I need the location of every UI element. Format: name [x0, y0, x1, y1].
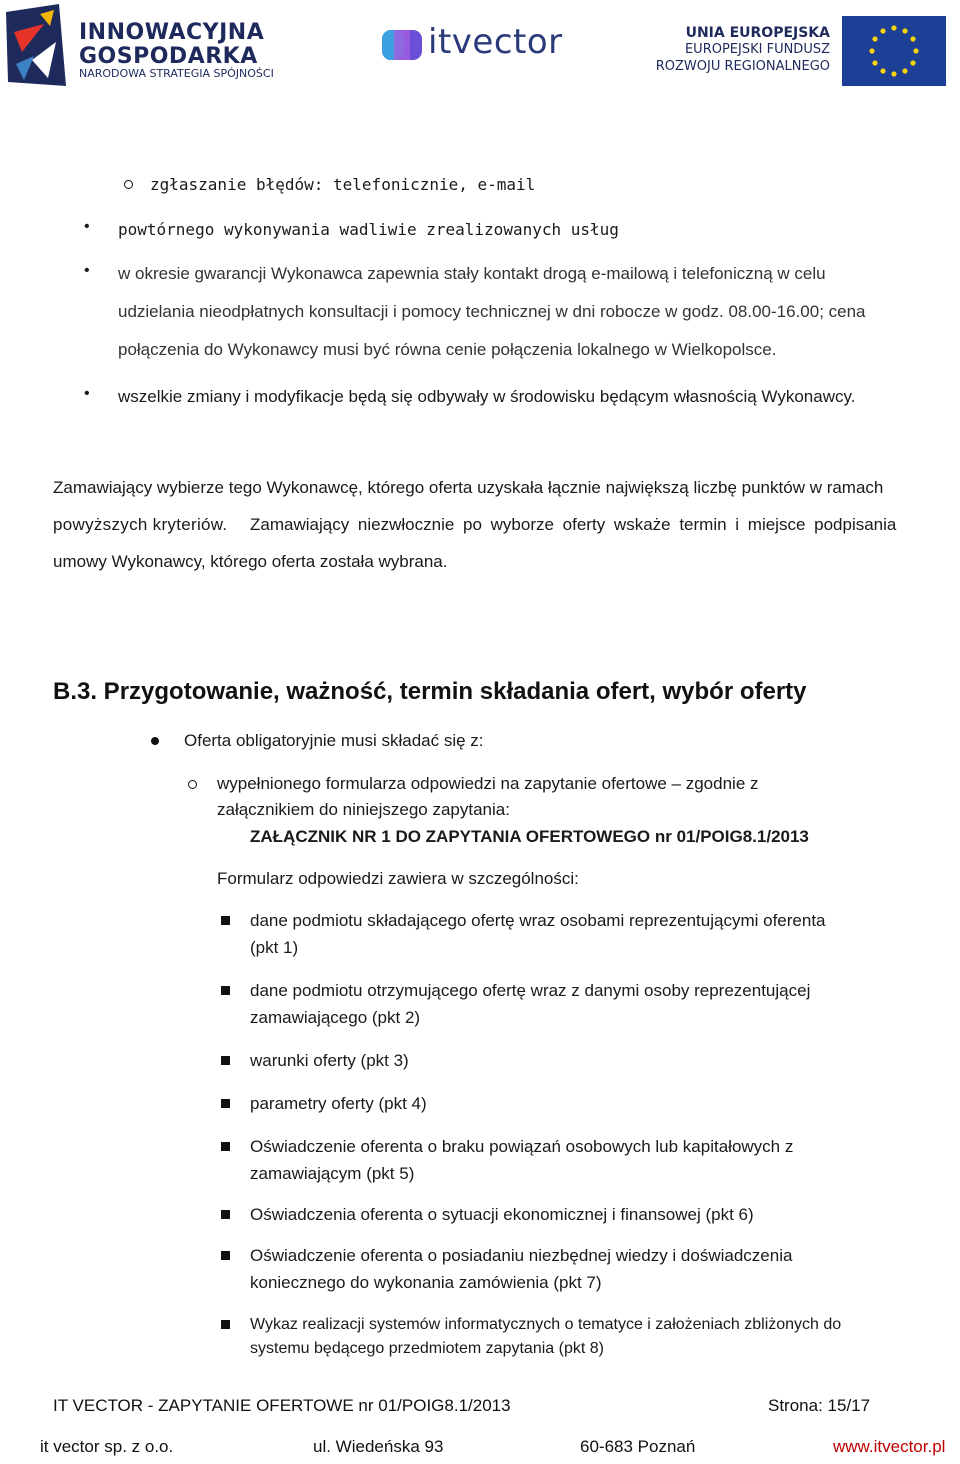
list-item: wszelkie zmiany i modyfikacje będą się odbywały w środowisku będącym własnością Wykonawcy. [118, 387, 856, 406]
section-bullet: Oferta obligatoryjnie musi składać się z: [184, 731, 484, 750]
bullet-icon [151, 737, 159, 745]
subitem-line: załącznikiem do niniejszego zapytania: [217, 800, 510, 819]
square-bullet-icon [221, 1099, 230, 1108]
form-item-line: (pkt 1) [250, 938, 299, 957]
footer-city: 60-683 Poznań [580, 1437, 696, 1456]
paragraph-line: Zamawiający niezwłocznie po wyborze oferty wskaże termin i miejsce podpisania [250, 515, 897, 534]
itvector-logo-text: itvector [428, 22, 563, 62]
paragraph-line: powyższych kryteriów. [53, 515, 228, 534]
ig-logo-line3: NARODOWA STRATEGIA SPÓJNOŚCI [79, 67, 274, 80]
paragraph-line: Zamawiający wybierze tego Wykonawcę, którego oferta uzyskała łącznie największą liczbę punktów w ramach [53, 478, 884, 497]
ig-logo-line1: INNOWACYJNA [79, 20, 265, 45]
square-bullet-icon [221, 1210, 230, 1219]
list-item-line: udzielania nieodpłatnych konsultacji i pomocy technicznej w dni robocze w godz. 08.00-16.00; cena [118, 302, 866, 321]
square-bullet-icon [221, 986, 230, 995]
section-heading: B.3. Przygotowanie, ważność, termin składania ofert, wybór oferty [53, 678, 807, 705]
form-item-line: systemu będącego przedmiotem zapytania (pkt 8) [250, 1340, 604, 1357]
square-bullet-icon [221, 1320, 230, 1329]
form-item-line: Oświadczenie oferenta o braku powiązań osobowych lub kapitałowych z [250, 1137, 794, 1156]
form-item-line: zamawiającym (pkt 5) [250, 1164, 415, 1183]
form-item-line: Oświadczenia oferenta o sytuacji ekonomicznej i finansowej (pkt 6) [250, 1205, 754, 1224]
square-bullet-icon [221, 1142, 230, 1151]
itvector-logo-icon [380, 26, 424, 64]
list-subitem: zgłaszanie błędów: telefonicznie, e-mail [150, 175, 536, 194]
footer-doc-title: IT VECTOR - ZAPYTANIE OFERTOWE nr 01/POIG8.1/2013 [53, 1396, 511, 1415]
footer-page-number: Strona: 15/17 [768, 1396, 871, 1415]
form-item-line: warunki oferty (pkt 3) [250, 1051, 409, 1070]
paragraph-line: umowy Wykonawcy, którego oferta została wybrana. [53, 552, 448, 571]
square-bullet-icon [221, 1056, 230, 1065]
form-item-line: Oświadczenie oferenta o posiadaniu niezbędnej wiedzy i doświadczenia [250, 1246, 793, 1265]
square-bullet-icon [221, 916, 230, 925]
footer-company: it vector sp. z o.o. [40, 1437, 174, 1456]
list-item: powtórnego wykonywania wadliwie zrealizowanych usług [118, 220, 619, 239]
circle-bullet-icon [124, 180, 133, 189]
form-item-line: zamawiającego (pkt 2) [250, 1008, 421, 1027]
form-item-line: parametry oferty (pkt 4) [250, 1094, 427, 1113]
eu-label-line2: EUROPEJSKI FUNDUSZ [684, 42, 830, 57]
bullet-icon: • [84, 218, 90, 235]
square-bullet-icon [221, 1251, 230, 1260]
form-item-line: dane podmiotu składającego ofertę wraz osobami reprezentującymi oferenta [250, 911, 826, 930]
ig-logo-line2: GOSPODARKA [79, 44, 258, 69]
list-item-line: połączenia do Wykonawcy musi być równa cenie połączenia lokalnego w Wielkopolsce. [118, 340, 777, 359]
form-intro: Formularz odpowiedzi zawiera w szczególności: [217, 869, 579, 888]
eu-label-line3: ROZWOJU REGIONALNEGO [655, 59, 830, 74]
footer-website-link[interactable]: www.itvector.pl [833, 1437, 946, 1456]
form-item-line: Wykaz realizacji systemów informatycznych o tematyce i założeniach zbliżonych do [250, 1316, 842, 1333]
eu-label-line1: UNIA EUROPEJSKA [685, 25, 830, 41]
eu-flag-icon [842, 16, 946, 86]
circle-bullet-icon [188, 780, 197, 789]
footer-street: ul. Wiedeńska 93 [313, 1437, 444, 1456]
subitem-line: wypełnionego formularza odpowiedzi na zapytanie ofertowe – zgodnie z [217, 774, 759, 793]
bullet-icon: • [84, 262, 90, 279]
list-item-line: w okresie gwarancji Wykonawca zapewnia stały kontakt drogą e-mailową i telefoniczną w celu [118, 264, 826, 283]
form-item-line: koniecznego do wykonania zamówienia (pkt 7) [250, 1273, 602, 1292]
attachment-reference: ZAŁĄCZNIK NR 1 DO ZAPYTANIA OFERTOWEGO nr 01/POIG8.1/2013 [250, 827, 809, 846]
form-item-line: dane podmiotu otrzymującego ofertę wraz z danymi osoby reprezentującej [250, 981, 811, 1000]
bullet-icon: • [84, 385, 90, 402]
